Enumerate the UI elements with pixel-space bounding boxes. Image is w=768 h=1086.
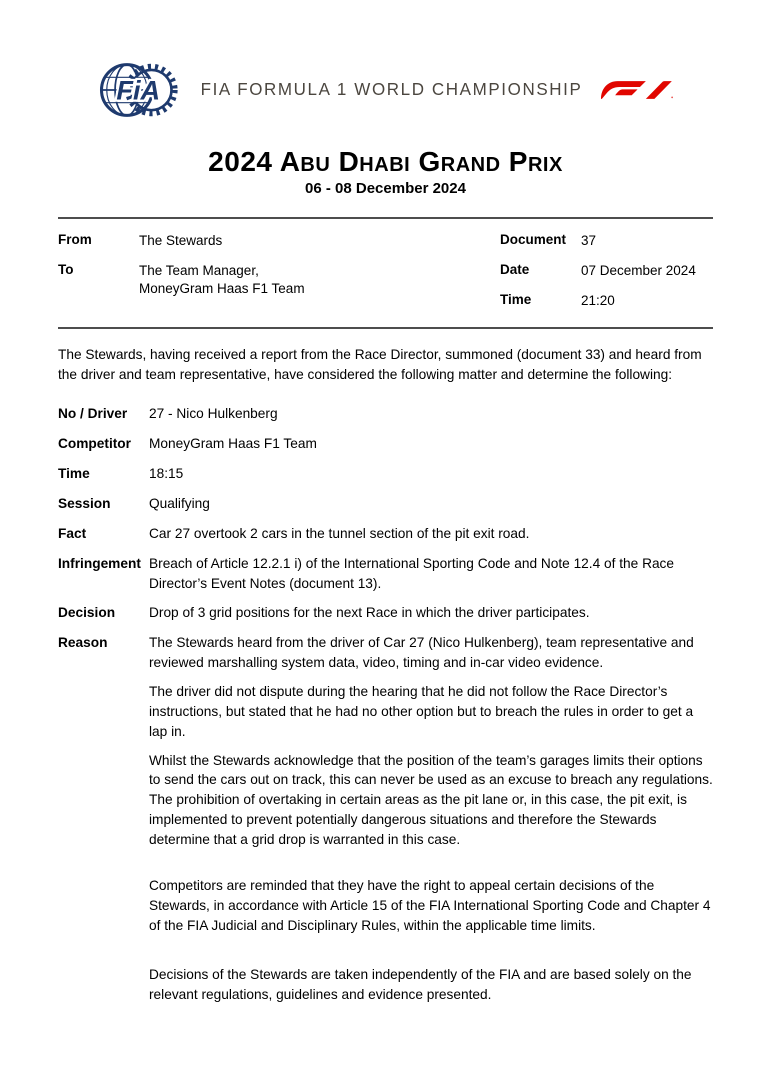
meta-right-column — [500, 232, 713, 311]
field-value: Qualifying — [149, 495, 210, 511]
field-label: Competitor — [58, 436, 131, 452]
field-label: Session — [58, 495, 111, 511]
document-label: Document — [500, 232, 567, 247]
field-row-no-driver — [58, 404, 713, 424]
decision-fields — [58, 404, 713, 1005]
field-value: 18:15 — [149, 466, 184, 482]
document-header — [58, 56, 713, 124]
field-label: Time — [58, 466, 90, 482]
field-value: Breach of Article 12.2.1 i) of the International Sporting Code and Note 12.4 of the Race Director’s Event Notes (document 13). — [149, 555, 675, 591]
field-label: Reason — [58, 635, 108, 651]
from-value: The Stewards — [139, 233, 223, 248]
field-label: Infringement — [58, 555, 141, 571]
field-row-decision — [58, 603, 713, 623]
reason-paragraph: The driver did not dispute during the hearing that he did not follow the Race Director’s instructions, but stated that he had no other option but to breach the rules in order to get a lap in. — [149, 683, 694, 739]
to-value-line1: The Team Manager, — [139, 263, 259, 279]
reason-paragraph: Whilst the Stewards acknowledge that the position of the team’s garages limits their options to send the cars out on track, this can never be used as an excuse to breach any regulations. The prohibition of overtaking in certain areas as the pit lane or, in this case, the pit exit, is implemented to prevent potentially dangerous situations and therefore the Stewards determine that a grid drop is warranted in this case. — [149, 752, 713, 847]
time-label: Time — [500, 292, 532, 308]
field-row-infringement — [58, 554, 713, 594]
field-label: Decision — [58, 605, 116, 621]
meta-table — [58, 217, 713, 329]
field-label: Fact — [58, 525, 87, 541]
field-value: MoneyGram Haas F1 Team — [149, 436, 317, 452]
time-value: 21:20 — [581, 293, 615, 309]
field-row-session — [58, 494, 713, 514]
to-value — [139, 262, 305, 298]
to-label: To — [58, 262, 74, 278]
event-title: 2024 Abu Dhabi Grand Prix — [208, 146, 563, 177]
field-value: 27 - Nico Hulkenberg — [149, 406, 278, 422]
to-row — [58, 262, 500, 298]
reason-paragraphs — [149, 633, 713, 1005]
time-row — [500, 292, 713, 310]
from-label: From — [58, 232, 92, 247]
date-label: Date — [500, 262, 530, 278]
reason-paragraph: Competitors are reminded that they have the right to appeal certain decisions of the Stewards, in accordance with Article 15 of the FIA International Sporting Code and Chapter 4 of the FIA Judicial and Disciplinary Rules, within the applicable time limits. — [149, 877, 711, 933]
document-value: 37 — [581, 233, 597, 248]
field-value: Car 27 overtook 2 cars in the tunnel section of the pit exit road. — [149, 525, 530, 541]
championship-title: FIA FORMULA 1 WORLD CHAMPIONSHIP — [200, 79, 583, 100]
meta-left-column — [58, 232, 500, 311]
f1-logo-icon — [601, 74, 673, 106]
reason-paragraph: The Stewards heard from the driver of Car 27 (Nico Hulkenberg), team representative and reviewed marshalling system data, video, timing and in-car video evidence. — [149, 635, 694, 671]
intro-paragraph: The Stewards, having received a report from the Race Director, summoned (document 33) and heard from the driver and team representative, have considered the following matter and determine the following: — [58, 346, 702, 382]
field-value: Drop of 3 grid positions for the next Race in which the driver participates. — [149, 605, 590, 621]
fia-logo-icon — [98, 56, 182, 124]
reason-paragraph: Decisions of the Stewards are taken independently of the FIA and are based solely on the relevant regulations, guidelines and evidence presented. — [149, 967, 692, 1003]
field-row-time — [58, 464, 713, 484]
event-dates: 06 - 08 December 2024 — [305, 180, 466, 197]
field-row-competitor — [58, 434, 713, 454]
field-row-reason — [58, 633, 713, 1005]
field-row-fact — [58, 524, 713, 544]
field-label: No / Driver — [58, 406, 128, 422]
to-value-line2: MoneyGram Haas F1 Team — [139, 281, 305, 297]
fia-logo-text: FiA — [116, 74, 161, 106]
from-row — [58, 232, 500, 250]
date-row — [500, 262, 713, 280]
document-row — [500, 232, 713, 250]
date-value: 07 December 2024 — [581, 263, 696, 279]
